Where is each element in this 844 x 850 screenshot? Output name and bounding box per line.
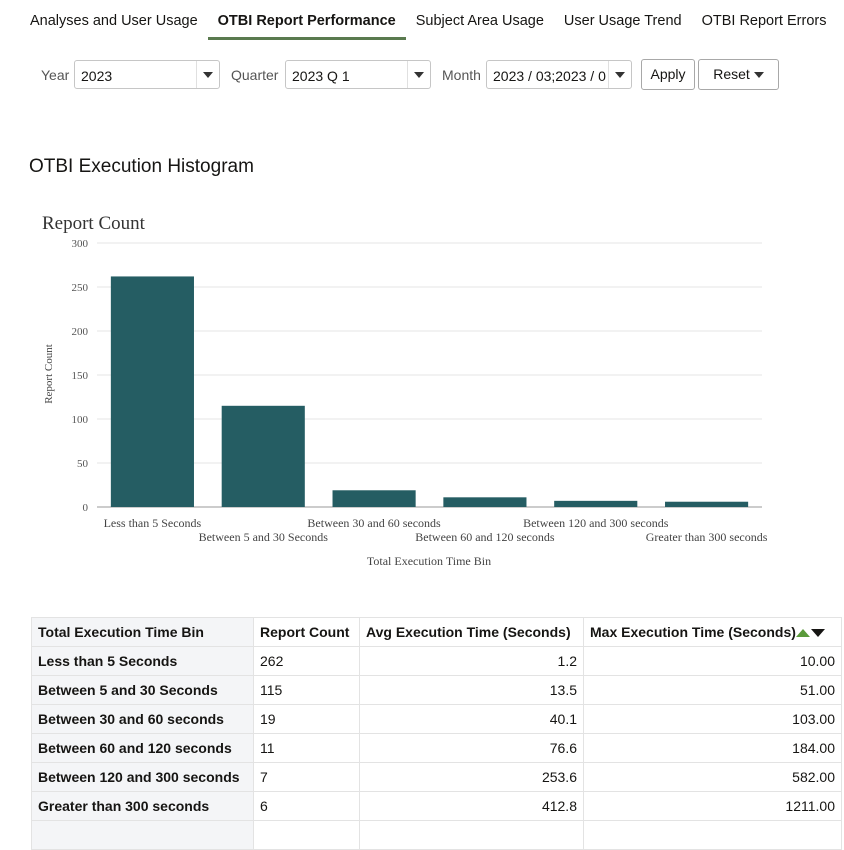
empty-cell bbox=[254, 821, 360, 850]
month-value: 2023 / 03;2023 / 0 bbox=[493, 68, 606, 84]
row-report-count: 7 bbox=[254, 763, 360, 792]
y-tick-label: 300 bbox=[71, 238, 88, 250]
reset-button[interactable] bbox=[698, 59, 779, 90]
row-max-execution-time: 582.00 bbox=[584, 763, 842, 792]
bar[interactable] bbox=[665, 502, 748, 507]
row-time-bin: Between 5 and 30 Seconds bbox=[32, 676, 254, 705]
tab-user-usage-trend[interactable]: User Usage Trend bbox=[563, 13, 682, 29]
x-tick-label: Less than 5 Seconds bbox=[103, 516, 202, 530]
y-axis-label: Report Count bbox=[43, 344, 55, 404]
performance-table bbox=[31, 617, 842, 850]
table-row bbox=[32, 647, 842, 676]
table-row bbox=[32, 763, 842, 792]
table-row-partial bbox=[32, 821, 842, 850]
row-report-count: 6 bbox=[254, 792, 360, 821]
max-execution-header-label: Max Execution Time (Seconds) bbox=[590, 624, 796, 640]
row-time-bin: Between 60 and 120 seconds bbox=[32, 734, 254, 763]
y-tick-label: 100 bbox=[71, 414, 88, 426]
row-avg-execution-time: 1.2 bbox=[360, 647, 584, 676]
row-avg-execution-time: 76.6 bbox=[360, 734, 584, 763]
reset-label: Reset bbox=[713, 66, 750, 82]
bar[interactable] bbox=[111, 276, 194, 507]
row-avg-execution-time: 40.1 bbox=[360, 705, 584, 734]
row-max-execution-time: 1211.00 bbox=[584, 792, 842, 821]
row-max-execution-time: 184.00 bbox=[584, 734, 842, 763]
row-report-count: 19 bbox=[254, 705, 360, 734]
chart-title: Report Count bbox=[42, 213, 145, 234]
column-header-max-execution-time[interactable] bbox=[584, 618, 842, 647]
quarter-label: Quarter bbox=[231, 67, 279, 83]
y-tick-label: 50 bbox=[77, 458, 88, 470]
bar[interactable] bbox=[333, 490, 416, 507]
x-tick-label: Greater than 300 seconds bbox=[645, 530, 768, 544]
row-time-bin: Less than 5 Seconds bbox=[32, 647, 254, 676]
sort-descending-icon[interactable] bbox=[811, 629, 825, 637]
x-tick-label: Between 120 and 300 seconds bbox=[523, 516, 669, 530]
chevron-down-icon[interactable] bbox=[196, 61, 219, 88]
year-select[interactable] bbox=[74, 60, 220, 89]
column-header-avg-execution-time[interactable]: Avg Execution Time (Seconds) bbox=[360, 618, 584, 647]
table-row bbox=[32, 676, 842, 705]
row-max-execution-time: 10.00 bbox=[584, 647, 842, 676]
row-avg-execution-time: 13.5 bbox=[360, 676, 584, 705]
table-row bbox=[32, 734, 842, 763]
row-avg-execution-time: 412.8 bbox=[360, 792, 584, 821]
caret-down-icon bbox=[754, 72, 764, 78]
tab-otbi-report-performance[interactable]: OTBI Report Performance bbox=[208, 0, 406, 40]
empty-cell bbox=[584, 821, 842, 850]
bar[interactable] bbox=[443, 497, 526, 507]
column-header-time-bin[interactable]: Total Execution Time Bin bbox=[32, 618, 254, 647]
row-report-count: 11 bbox=[254, 734, 360, 763]
month-label: Month bbox=[442, 67, 481, 83]
month-select[interactable] bbox=[486, 60, 632, 89]
sort-ascending-icon[interactable] bbox=[796, 629, 810, 637]
bar[interactable] bbox=[222, 406, 305, 507]
row-time-bin: Greater than 300 seconds bbox=[32, 792, 254, 821]
row-report-count: 115 bbox=[254, 676, 360, 705]
empty-cell bbox=[32, 821, 254, 850]
tab-analyses-user-usage[interactable]: Analyses and User Usage bbox=[30, 13, 198, 29]
bar[interactable] bbox=[554, 501, 637, 507]
y-tick-label: 200 bbox=[71, 326, 88, 338]
table-header-row bbox=[32, 618, 842, 647]
row-time-bin: Between 120 and 300 seconds bbox=[32, 763, 254, 792]
tab-otbi-report-errors[interactable]: OTBI Report Errors bbox=[701, 13, 827, 29]
year-value: 2023 bbox=[81, 68, 113, 84]
x-axis-label: Total Execution Time Bin bbox=[366, 554, 492, 568]
chevron-down-icon[interactable] bbox=[407, 61, 430, 88]
y-tick-label: 150 bbox=[71, 370, 88, 382]
row-time-bin: Between 30 and 60 seconds bbox=[32, 705, 254, 734]
x-tick-label: Between 60 and 120 seconds bbox=[415, 530, 555, 544]
empty-cell bbox=[360, 821, 584, 850]
quarter-select[interactable] bbox=[285, 60, 431, 89]
quarter-value: 2023 Q 1 bbox=[292, 68, 350, 84]
table-row bbox=[32, 705, 842, 734]
x-tick-label: Between 5 and 30 Seconds bbox=[198, 530, 328, 544]
row-report-count: 262 bbox=[254, 647, 360, 676]
row-max-execution-time: 51.00 bbox=[584, 676, 842, 705]
tab-bar bbox=[20, 0, 836, 40]
histogram-chart bbox=[0, 200, 844, 580]
row-max-execution-time: 103.00 bbox=[584, 705, 842, 734]
x-tick-label: Between 30 and 60 seconds bbox=[307, 516, 441, 530]
year-label: Year bbox=[41, 67, 70, 83]
column-header-report-count[interactable]: Report Count bbox=[254, 618, 360, 647]
table-row bbox=[32, 792, 842, 821]
section-title: OTBI Execution Histogram bbox=[29, 156, 254, 177]
tab-subject-area-usage[interactable]: Subject Area Usage bbox=[415, 13, 544, 29]
apply-button[interactable]: Apply bbox=[641, 59, 695, 90]
row-avg-execution-time: 253.6 bbox=[360, 763, 584, 792]
y-tick-label: 250 bbox=[71, 282, 88, 294]
y-tick-label: 0 bbox=[82, 502, 88, 514]
chevron-down-icon[interactable] bbox=[608, 61, 631, 88]
